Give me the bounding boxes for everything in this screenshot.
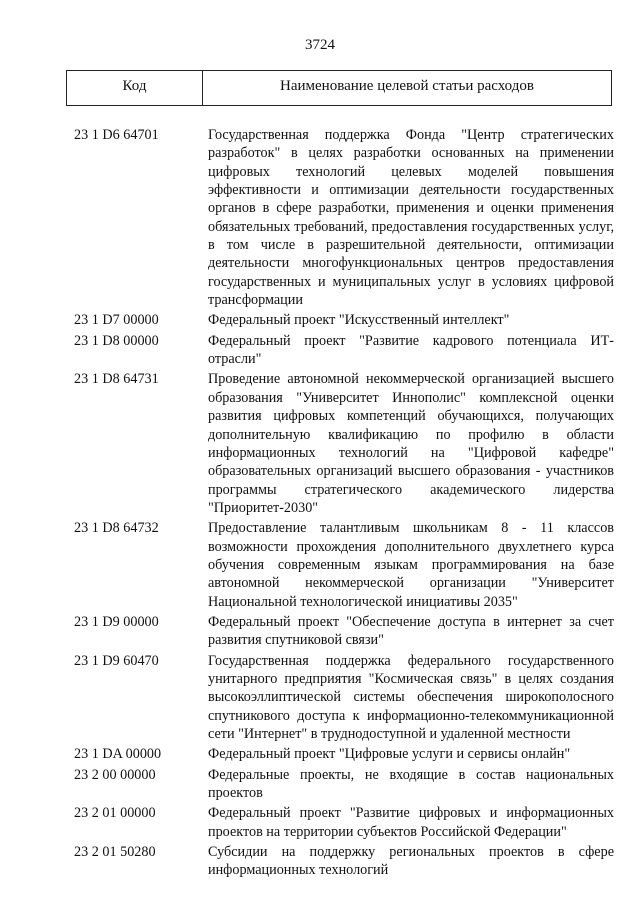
table-row bbox=[74, 613, 614, 650]
table-row bbox=[74, 745, 614, 763]
table-row bbox=[74, 519, 614, 611]
table-row bbox=[74, 332, 614, 369]
table-row bbox=[74, 126, 614, 309]
row-name: Проведение автономной некоммерческой организацией высшего образования "Университет Иннополис" комплексной оценки развития цифровых компетенций обучающихся, получающих дополнительную квалификацию по профилю в области информационных технологий на "Цифровой кафедре" образовательных организаций высшего образования - участников программы стратегического академического лидерства "Приоритет-2030" bbox=[208, 371, 614, 516]
row-code: 23 2 01 50280 bbox=[74, 844, 156, 861]
row-name: Государственная поддержка Фонда "Центр стратегических разработок" в целях разработки основанных на применении цифровых технологий целевых моделей повышения эффективности и оптимизации деятельности государственных органов в сфере разработки, применения и оценки применения обязательных требований, предоставления государственных услуг, в том числе в разрешительной деятельности, оптимизации деятельности многофункциональных центров предоставления государственных и муниципальных услуг в условиях цифровой трансформации bbox=[208, 127, 614, 309]
row-name: Федеральный проект "Цифровые услуги и сервисы онлайн" bbox=[208, 746, 571, 763]
row-name: Субсидии на поддержку региональных проектов в сфере информационных технологий bbox=[208, 844, 614, 879]
row-name: Федеральный проект "Искусственный интеллект" bbox=[208, 312, 510, 329]
row-code: 23 1 D8 00000 bbox=[74, 332, 159, 349]
row-name: Государственная поддержка федерального государственного унитарного предприятия "Космическая связь" в целях создания высокоэллиптической системы обеспечения широкополосного спутникового доступа к информационно-телекоммуникационной сети "Интернет" в труднодоступной и удаленной местности bbox=[208, 652, 614, 742]
table-row bbox=[74, 843, 614, 880]
row-name: Федеральный проект "Обеспечение доступа в интернет за счет развития спутниковой связи" bbox=[208, 613, 614, 649]
row-code: 23 1 D8 64731 bbox=[74, 371, 159, 388]
row-code: 23 2 00 00000 bbox=[74, 766, 156, 783]
table-row bbox=[74, 652, 614, 744]
table-row bbox=[74, 804, 614, 841]
row-name: Федеральные проекты, не входящие в состав национальных проектов bbox=[208, 766, 614, 802]
row-code: 23 1 D9 00000 bbox=[74, 613, 159, 630]
header-code: Код bbox=[67, 71, 203, 105]
page-number: 3724 bbox=[305, 37, 335, 53]
row-code: 23 1 DA 00000 bbox=[74, 746, 162, 763]
table-row bbox=[74, 311, 614, 329]
row-code: 23 1 D9 60470 bbox=[74, 652, 159, 669]
table-row bbox=[74, 370, 614, 517]
table-row bbox=[74, 766, 614, 803]
row-code: 23 1 D7 00000 bbox=[74, 312, 159, 329]
row-code: 23 1 D6 64701 bbox=[74, 127, 159, 143]
row-name: Предоставление талантливым школьникам 8 - 11 классов возможности прохождения дополнительного двухлетнего курса обучения современным языкам программирования на базе автономной некоммерческой организации "Университет Национальной технологической инициативы 2035" bbox=[208, 520, 614, 610]
row-name: Федеральный проект "Развитие кадрового потенциала ИТ-отрасли" bbox=[208, 332, 614, 368]
budget-items-list bbox=[74, 126, 614, 880]
header-name: Наименование целевой статьи расходов bbox=[280, 78, 534, 94]
row-name: Федеральный проект "Развитие цифровых и информационных проектов на территории субъектов Российской Федерации" bbox=[208, 805, 614, 840]
table-header bbox=[66, 70, 612, 106]
row-code: 23 2 01 00000 bbox=[74, 805, 156, 822]
row-code: 23 1 D8 64732 bbox=[74, 520, 159, 537]
